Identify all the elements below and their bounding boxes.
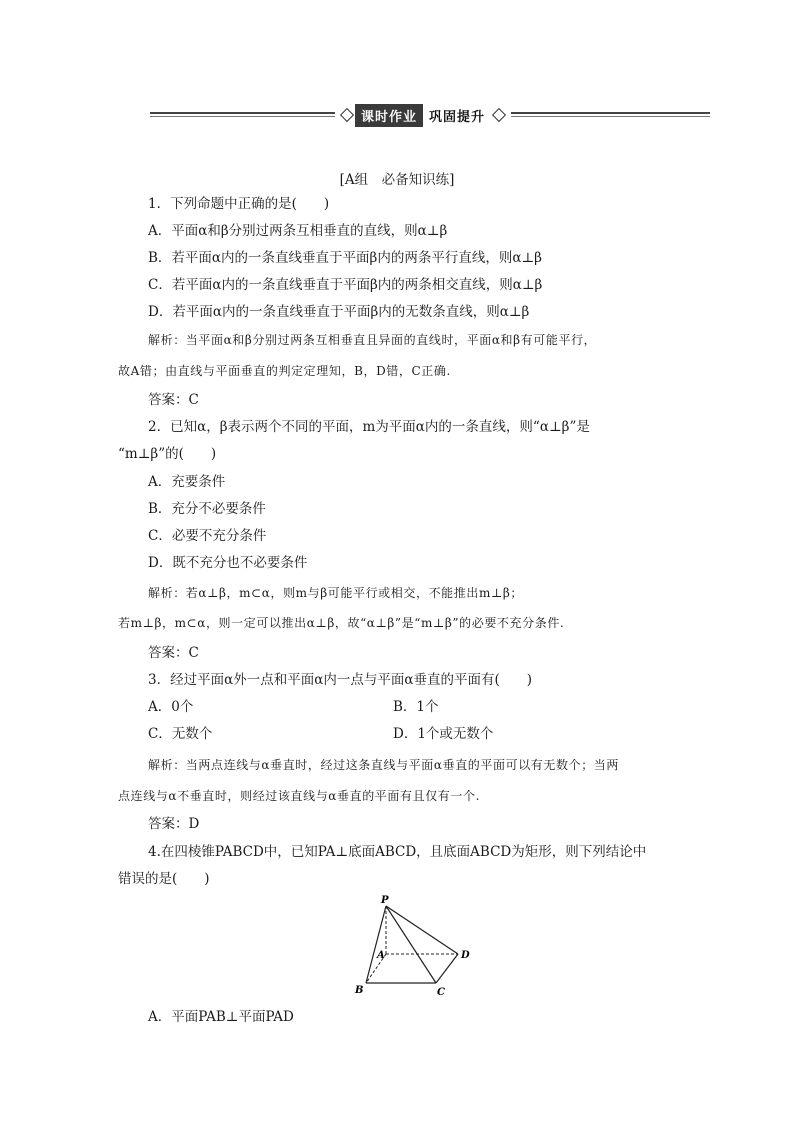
q2-answer: 答案：C bbox=[148, 645, 199, 661]
vertex-label-b: B bbox=[355, 985, 364, 996]
diamond-icon bbox=[492, 108, 506, 122]
q1-option-b: B．若平面α内的一条直线垂直于平面β内的两条平行直线，则α⊥β bbox=[148, 250, 542, 266]
q1-analysis-line1: 解析：当平面α和β分别过两条互相垂直且异面的直线时，平面α和β有可能平行， bbox=[148, 333, 597, 347]
banner-tag-consolidate: 巩固提升 bbox=[429, 109, 486, 125]
q2-analysis-line2: 若m⊥β，m⊂α，则一定可以推出α⊥β，故“α⊥β”是“m⊥β”的必要不充分条件. bbox=[118, 616, 565, 630]
banner-tag-homework: 课时作业 bbox=[355, 104, 423, 127]
q3-option-b: B．1个 bbox=[393, 699, 439, 715]
q1-option-d: D．若平面α内的一条直线垂直于平面β内的无数条直线，则α⊥β bbox=[148, 304, 530, 320]
edge-pd bbox=[386, 906, 458, 954]
edge-pb bbox=[366, 906, 386, 983]
q2-stem-line2: “m⊥β”的( ) bbox=[118, 446, 217, 462]
edge-pc bbox=[386, 906, 436, 983]
edge-cd bbox=[436, 954, 458, 983]
vertex-label-d: D bbox=[461, 950, 470, 961]
vertex-label-p: P bbox=[381, 895, 389, 906]
vertex-label-c: C bbox=[437, 987, 445, 998]
q1-option-c: C．若平面α内的一条直线垂直于平面β内的两条相交直线，则α⊥β bbox=[148, 277, 543, 293]
q2-option-a: A．充要条件 bbox=[148, 474, 226, 490]
banner-center bbox=[335, 104, 511, 126]
q3-analysis-line1: 解析：当两点连线与α垂直时，经过这条直线与平面α垂直的平面可以有无数个；当两 bbox=[148, 758, 620, 772]
q1-analysis-line2: 故A错；由直线与平面垂直的判定定理知，B，D错，C正确. bbox=[118, 364, 451, 378]
pyramid-figure bbox=[350, 892, 480, 1002]
q3-answer: 答案：D bbox=[148, 816, 200, 832]
q4-stem-line2: 错误的是( ) bbox=[118, 871, 210, 887]
q3-analysis-line2: 点连线与α不垂直时，则经过该直线与α垂直的平面有且仅有一个. bbox=[118, 789, 481, 803]
q3-stem: 3．经过平面α外一点和平面α内一点与平面α垂直的平面有( ) bbox=[148, 672, 532, 688]
q3-option-a: A．0个 bbox=[148, 699, 194, 715]
q2-option-c: C．必要不充分条件 bbox=[148, 528, 267, 544]
q1-answer: 答案：C bbox=[148, 392, 199, 408]
section-title: [A组 必备知识练] bbox=[339, 172, 455, 188]
q2-stem-line1: 2．已知α，β表示两个不同的平面，m为平面α内的一条直线，则“α⊥β”是 bbox=[148, 419, 590, 435]
header-banner bbox=[150, 104, 710, 126]
q1-stem: 1．下列命题中正确的是( ) bbox=[148, 196, 330, 212]
q2-option-d: D．既不充分也不必要条件 bbox=[148, 555, 308, 571]
q4-stem-line1: 4.在四棱锥PABCD中，已知PA⊥底面ABCD，且底面ABCD为矩形，则下列结论中 bbox=[148, 844, 647, 860]
q2-option-b: B．充分不必要条件 bbox=[148, 501, 266, 517]
diamond-icon bbox=[340, 108, 354, 122]
q2-analysis-line1: 解析：若α⊥β，m⊂α，则m与β可能平行或相交，不能推出m⊥β； bbox=[148, 586, 523, 600]
q1-option-a: A．平面α和β分别过两条互相垂直的直线，则α⊥β bbox=[148, 223, 448, 239]
q4-option-a: A．平面PAB⊥平面PAD bbox=[148, 1009, 294, 1025]
q3-option-d: D．1个或无数个 bbox=[393, 726, 494, 742]
vertex-label-a: A bbox=[377, 950, 385, 961]
q3-option-c: C．无数个 bbox=[148, 726, 213, 742]
